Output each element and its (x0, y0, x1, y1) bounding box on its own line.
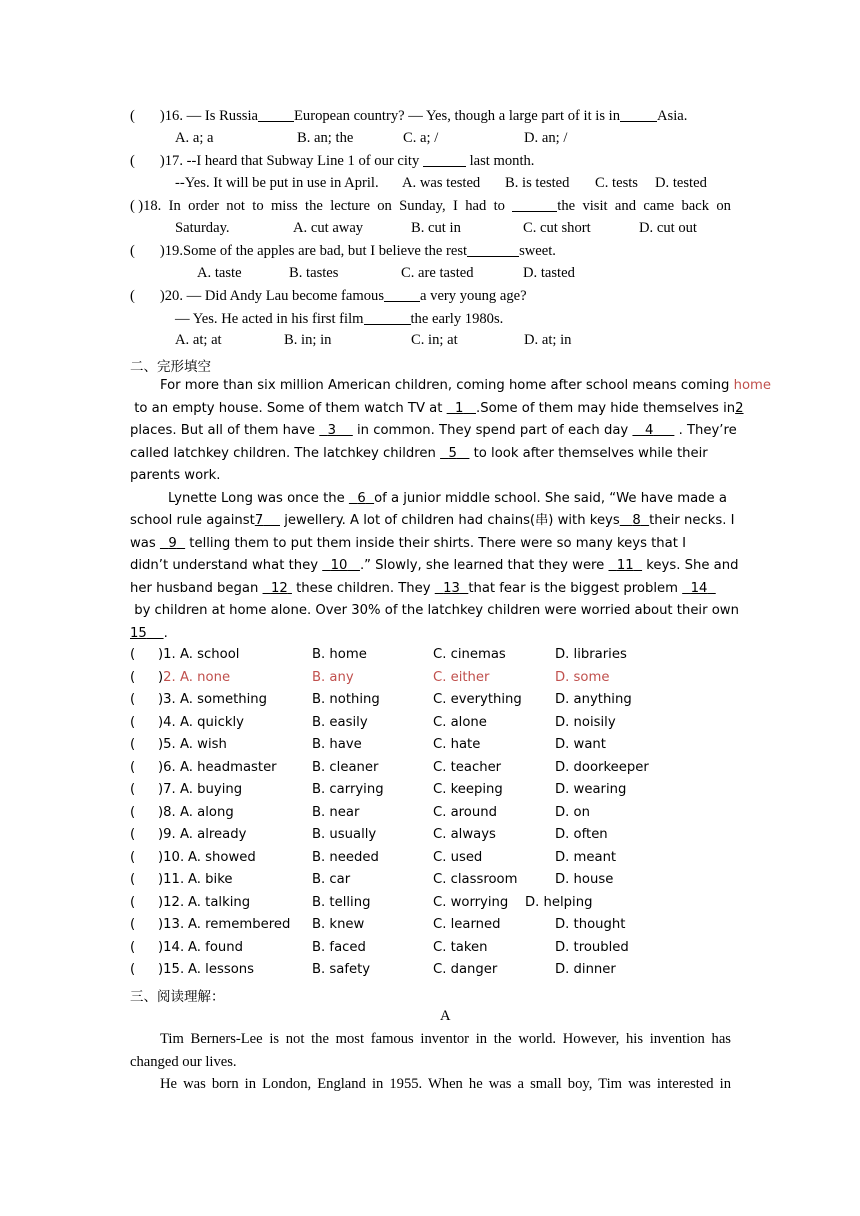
option-d[interactable]: D. doorkeeper (555, 759, 649, 775)
cloze-line-3: places. But all of them have 3 in common. They spend part of each day 4 . They’re (130, 423, 737, 438)
option-c[interactable]: C. danger (433, 962, 498, 977)
paren: ( (130, 737, 136, 752)
option-a[interactable]: A. lessons (188, 962, 254, 977)
option-c[interactable]: C. always (433, 827, 496, 842)
cloze-line-11: by children at home alone. Over 30% of the latchkey children were worried about their own (130, 603, 739, 618)
option-d[interactable]: D. troubled (555, 939, 629, 955)
question-20-line2: — Yes. He acted in his first film the early 1980s. (175, 311, 504, 327)
option-c[interactable]: C. tests (595, 175, 638, 191)
cloze-blank-2[interactable]: 2 (735, 401, 744, 416)
option-b[interactable]: B. cut in (411, 220, 461, 236)
question-number: )15. (158, 962, 185, 977)
blank[interactable] (467, 242, 519, 257)
option-d[interactable]: D. cut out (639, 220, 697, 236)
question-18-line2: Saturday. (175, 220, 230, 236)
cloze-line-12: 15 . (130, 626, 168, 641)
option-b[interactable]: B. carrying (312, 782, 384, 797)
question-number: )10. (158, 849, 185, 865)
option-c[interactable]: C. learned (433, 917, 501, 932)
option-c[interactable]: C. around (433, 804, 497, 820)
option-d[interactable]: D. wearing (555, 782, 627, 797)
option-d[interactable]: D. an; / (524, 130, 568, 146)
cloze-line-2: to an empty house. Some of them watch TV at 1 .Some of them may hide themselves in2 (130, 401, 744, 416)
cloze-blank-13[interactable]: 13 (443, 581, 460, 596)
paren: ( (130, 917, 136, 932)
option-c[interactable]: C. cinemas (433, 647, 506, 662)
cloze-blank-6[interactable]: 6 (357, 491, 366, 506)
option-a[interactable]: A. something (180, 692, 267, 707)
question-number: )6. (158, 759, 176, 775)
option-c[interactable]: C. either (433, 669, 490, 685)
question-number: )2. (158, 669, 176, 685)
option-d[interactable]: D. helping (525, 894, 593, 910)
cloze-blank-3[interactable]: 3 (327, 423, 337, 438)
cloze-blank-5[interactable]: 5 (448, 446, 457, 461)
cloze-line-5: parents work. (130, 468, 221, 483)
option-d[interactable]: D. want (555, 737, 606, 752)
question-number: )9. (158, 827, 176, 842)
paren: ( (130, 759, 136, 775)
option-b[interactable]: B. cleaner (312, 759, 379, 775)
option-c[interactable]: C. keeping (433, 782, 503, 797)
blank[interactable] (423, 152, 466, 167)
paren: ( (130, 894, 136, 910)
cloze-blank-15[interactable]: 15 (130, 626, 147, 641)
cloze-blank-4[interactable]: 4 (645, 423, 654, 438)
paren: ( (130, 872, 136, 887)
option-d[interactable]: D. dinner (555, 962, 616, 977)
question-number: )4. (158, 714, 176, 730)
reading-line-2: changed our lives. (130, 1054, 237, 1070)
blank[interactable] (620, 107, 657, 122)
option-c[interactable]: C. used (433, 849, 483, 865)
option-b[interactable]: B. easily (312, 714, 368, 730)
question-number: )8. (158, 804, 176, 820)
question-number: )14. (158, 939, 185, 955)
option-b[interactable]: B. telling (312, 894, 371, 910)
paren: ( (130, 962, 136, 977)
option-c[interactable]: C. hate (433, 737, 481, 752)
option-a[interactable]: A. school (180, 647, 240, 662)
option-a[interactable]: A. found (188, 939, 243, 955)
option-b[interactable]: B. near (312, 804, 360, 820)
option-d[interactable]: D. meant (555, 849, 617, 865)
cloze-line-4: called latchkey children. The latchkey children 5 to look after themselves while their (130, 446, 708, 461)
cloze-line-10: her husband began 12 these children. They 13 that fear is the biggest problem 14 (130, 581, 708, 596)
option-a[interactable]: A. bike (188, 872, 233, 887)
option-b[interactable]: B. nothing (312, 692, 380, 707)
paren: ( (130, 692, 136, 707)
paren: ( (130, 669, 136, 685)
option-a[interactable]: A. at; at (175, 332, 222, 348)
option-d[interactable]: D. often (555, 827, 608, 842)
cloze-blank-14[interactable]: 14 (690, 581, 708, 596)
blank[interactable] (512, 197, 557, 212)
option-d[interactable]: D. noisily (555, 714, 616, 730)
option-d[interactable]: D. tasted (523, 265, 575, 281)
option-a[interactable]: A. taste (197, 265, 242, 281)
paren: ( (130, 827, 136, 842)
option-b[interactable]: B. tastes (289, 265, 339, 281)
option-a[interactable]: A. already (180, 827, 247, 842)
paren: ( (130, 939, 136, 955)
option-b[interactable]: B. home (312, 647, 367, 662)
option-b[interactable]: B. usually (312, 827, 377, 842)
option-a[interactable]: A. a; a (175, 130, 214, 146)
question-number: )7. (158, 782, 176, 797)
option-a[interactable]: A. showed (188, 849, 256, 865)
reading-line-1: Tim Berners-Lee is not the most famous inventor in the world. However, his invention has (160, 1031, 731, 1047)
cloze-line-6: Lynette Long was once the 6 of a junior middle school. She said, “We have made a (168, 491, 727, 506)
blank[interactable] (384, 287, 420, 302)
option-b[interactable]: B. knew (312, 917, 365, 932)
option-b[interactable]: B. any (312, 669, 354, 685)
section-title-cloze: 二、完形填空 (130, 359, 211, 375)
option-b[interactable]: B. in; in (284, 332, 332, 348)
option-b[interactable]: B. have (312, 737, 362, 752)
question-18: ( )18. In order not to miss the lecture on Sunday, I had to the visit and came back on (130, 198, 731, 214)
section-title-reading: 三、阅读理解： (130, 989, 225, 1005)
cloze-line-9: didn’t understand what they 10 .” Slowly, she learned that they were 11 keys. She and (130, 558, 739, 573)
option-c[interactable]: C. everything (433, 692, 522, 707)
option-d[interactable]: D. some (555, 669, 610, 685)
cloze-blank-8[interactable]: 8 (632, 513, 641, 528)
option-b[interactable]: B. an; the (297, 130, 354, 146)
option-c[interactable]: C. teacher (433, 759, 502, 775)
option-d[interactable]: D. anything (555, 692, 632, 707)
option-d[interactable]: D. tested (655, 175, 707, 191)
option-d[interactable]: D. thought (555, 917, 626, 932)
option-b[interactable]: B. is tested (505, 175, 570, 191)
cloze-blank-7[interactable]: 7 (254, 513, 264, 528)
cloze-blank-1[interactable]: 1 (455, 401, 464, 416)
option-a[interactable]: A. none (180, 669, 231, 685)
cloze-line-8: was 9 telling them to put them inside their shirts. There were so many keys that I (130, 536, 686, 551)
question-number: )11. (158, 872, 185, 887)
option-a[interactable]: A. quickly (180, 714, 244, 730)
option-c[interactable]: C. a; / (403, 130, 439, 146)
option-c[interactable]: C. classroom (433, 872, 518, 887)
reading-line-3: He was born in London, England in 1955. When he was a small boy, Tim was interested in (160, 1076, 731, 1092)
option-d[interactable]: D. at; in (524, 332, 572, 348)
question-19: ( )19.Some of the apples are bad, but I believe the rest sweet. (130, 243, 556, 259)
option-d[interactable]: D. libraries (555, 647, 627, 662)
option-a[interactable]: A. buying (180, 782, 243, 797)
option-a[interactable]: A. was tested (402, 175, 481, 191)
blank[interactable] (364, 310, 411, 325)
paren: ( (130, 647, 136, 662)
cloze-blank-12[interactable]: 12 (270, 581, 288, 596)
cloze-blank-11[interactable]: 11 (616, 558, 634, 573)
paren: ( (130, 804, 136, 820)
paren: ( (130, 849, 136, 865)
question-20: ( )20. — Did Andy Lau become famous a very young age? (130, 288, 527, 304)
option-a[interactable]: A. remembered (188, 917, 291, 932)
question-16: ( )16. — Is Russia European country? — Yes, though a large part of it is in Asia. (130, 108, 688, 124)
paren: ( (130, 714, 136, 730)
option-b[interactable]: B. safety (312, 962, 371, 977)
blank[interactable] (258, 107, 294, 122)
option-c[interactable]: C. taken (433, 939, 488, 955)
cloze-blank-10[interactable]: 10 (330, 558, 348, 573)
option-a[interactable]: A. along (180, 804, 234, 820)
option-a[interactable]: A. headmaster (180, 759, 277, 775)
paren: ( (130, 782, 136, 797)
option-c[interactable]: C. are tasted (401, 265, 474, 281)
option-c[interactable]: C. cut short (523, 220, 591, 236)
option-b[interactable]: B. car (312, 872, 351, 887)
question-number: )1. (158, 647, 176, 662)
question-number: )3. (158, 692, 176, 707)
option-b[interactable]: B. faced (312, 939, 366, 955)
cloze-line-7: school rule against7 jewellery. A lot of children had chains(串) with keys 8 their necks. I (130, 513, 735, 528)
question-number: )12. (158, 894, 185, 910)
option-c[interactable]: C. alone (433, 714, 487, 730)
option-a[interactable]: A. talking (188, 894, 251, 910)
cloze-blank-9[interactable]: 9 (168, 536, 177, 551)
option-b[interactable]: B. needed (312, 849, 379, 865)
cloze-line-1: For more than six million American children, coming home after school means coming home (160, 378, 771, 393)
option-d[interactable]: D. on (555, 804, 590, 820)
question-number: )5. (158, 737, 176, 752)
option-d[interactable]: D. house (555, 872, 614, 887)
question-number: )13. (158, 917, 185, 932)
passage-label: A (440, 1008, 451, 1024)
option-a[interactable]: A. wish (180, 737, 227, 752)
option-c[interactable]: C. in; at (411, 332, 458, 348)
option-a[interactable]: A. cut away (293, 220, 364, 236)
option-c[interactable]: C. worrying (433, 894, 509, 910)
question-17: ( )17. --I heard that Subway Line 1 of our city last month. (130, 153, 535, 169)
question-17-line2: --Yes. It will be put in use in April. (175, 175, 379, 191)
